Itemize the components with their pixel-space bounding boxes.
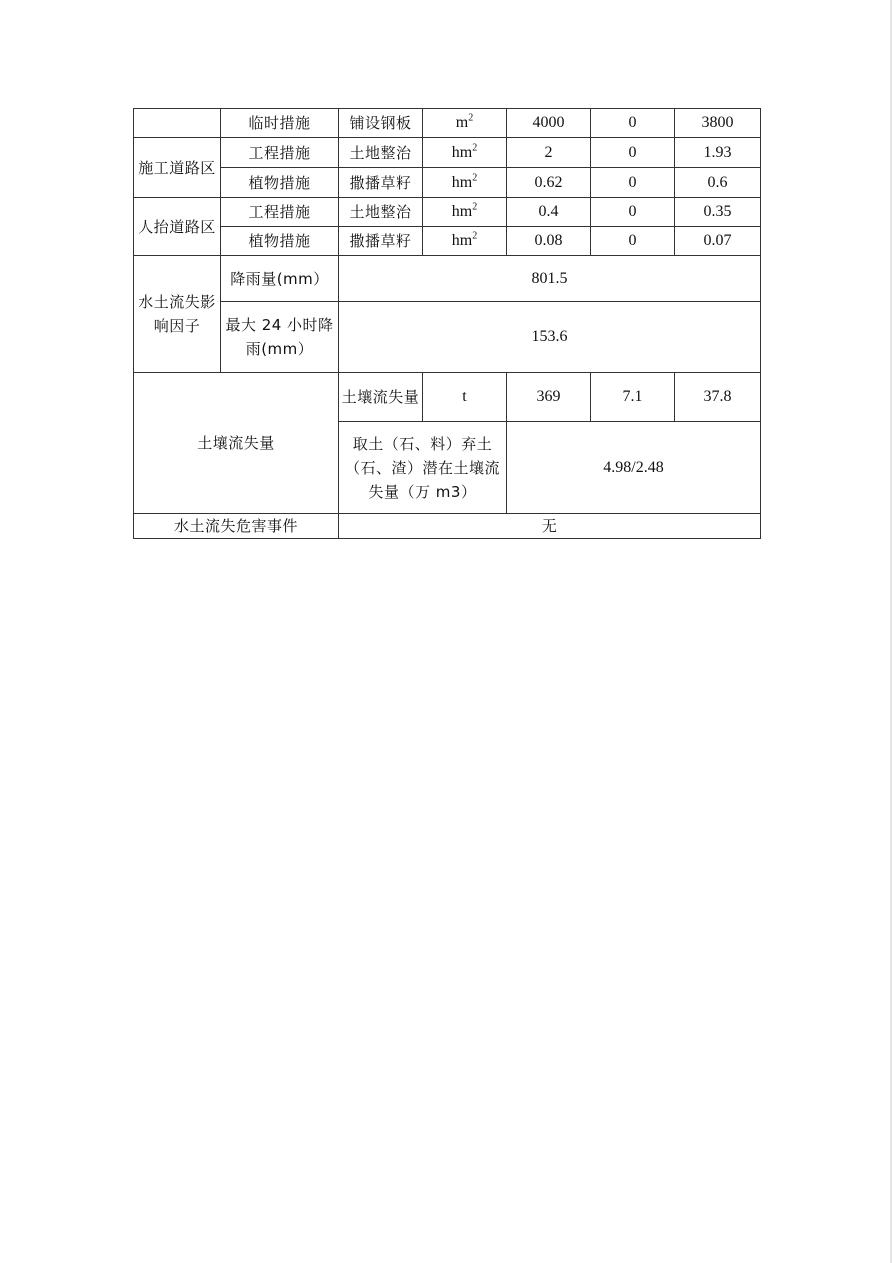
value-cell: 0.4	[507, 198, 591, 227]
factors-label: 水土流失影响因子	[134, 256, 221, 373]
value-cell: 0	[591, 198, 675, 227]
table-row	[134, 198, 761, 227]
table-row	[134, 302, 761, 373]
table-row	[134, 373, 761, 422]
measure-cell: 植物措施	[221, 227, 339, 256]
unit-cell	[423, 109, 507, 138]
table-row	[134, 256, 761, 302]
value-cell: 0	[591, 109, 675, 138]
unit-sup: 2	[472, 142, 478, 154]
value-cell: 0.08	[507, 227, 591, 256]
table-row	[134, 514, 761, 539]
unit-sup: 2	[472, 201, 478, 213]
unit-sup: 2	[468, 112, 474, 124]
measure-cell: 工程措施	[221, 198, 339, 227]
table-row	[134, 168, 761, 198]
item-cell: 土地整治	[339, 198, 423, 227]
value-cell: 0	[591, 138, 675, 168]
value-cell: 1.93	[675, 138, 761, 168]
item-cell: 土地整治	[339, 138, 423, 168]
item-cell: 撒播草籽	[339, 168, 423, 198]
hazard-label: 水土流失危害事件	[134, 514, 339, 539]
rainfall-value: 801.5	[339, 256, 761, 302]
unit-base: hm	[451, 203, 473, 220]
zone-cell: 施工道路区	[134, 138, 221, 198]
table-row	[134, 227, 761, 256]
value-cell: 4000	[507, 109, 591, 138]
item-cell: 撒播草籽	[339, 227, 423, 256]
unit-cell	[423, 168, 507, 198]
max24-rain-value: 153.6	[339, 302, 761, 373]
unit-cell	[423, 138, 507, 168]
measure-cell: 植物措施	[221, 168, 339, 198]
unit-cell	[423, 227, 507, 256]
measure-cell: 工程措施	[221, 138, 339, 168]
unit-cell	[423, 198, 507, 227]
value-cell: 37.8	[675, 373, 761, 422]
potential-loss-label: 取土（石、料）弃土（石、渣）潜在土壤流失量（万 m3）	[339, 422, 507, 514]
item-cell: 铺设钢板	[339, 109, 423, 138]
value-cell: 0.62	[507, 168, 591, 198]
value-cell: 0.6	[675, 168, 761, 198]
potential-loss-value: 4.98/2.48	[507, 422, 761, 514]
soil-erosion-table	[133, 108, 761, 539]
unit-base: hm	[451, 143, 473, 161]
value-cell: 2	[507, 138, 591, 168]
soil-loss-label: 土壤流失量	[134, 373, 339, 514]
soil-loss-sublabel: 土壤流失量	[339, 373, 423, 422]
unit-sup: 2	[472, 172, 478, 184]
rainfall-label: 降雨量(mm）	[221, 256, 339, 302]
zone-cell: 人抬道路区	[134, 198, 221, 256]
hazard-value: 无	[339, 514, 761, 539]
table-row	[134, 138, 761, 168]
unit-base: m	[455, 114, 469, 131]
value-cell: 7.1	[591, 373, 675, 422]
value-cell: 0	[591, 227, 675, 256]
measure-cell: 临时措施	[221, 109, 339, 138]
unit-base: hm	[451, 173, 473, 191]
value-cell: 3800	[675, 109, 761, 138]
value-cell: 0	[591, 168, 675, 198]
table-row	[134, 109, 761, 138]
soil-loss-unit: t	[423, 373, 507, 422]
unit-base: hm	[451, 232, 473, 249]
unit-sup: 2	[472, 230, 478, 242]
value-cell: 369	[507, 373, 591, 422]
value-cell: 0.07	[675, 227, 761, 256]
max24-rain-label: 最大 24 小时降雨(mm）	[221, 302, 339, 373]
zone-cell	[134, 109, 221, 138]
value-cell: 0.35	[675, 198, 761, 227]
